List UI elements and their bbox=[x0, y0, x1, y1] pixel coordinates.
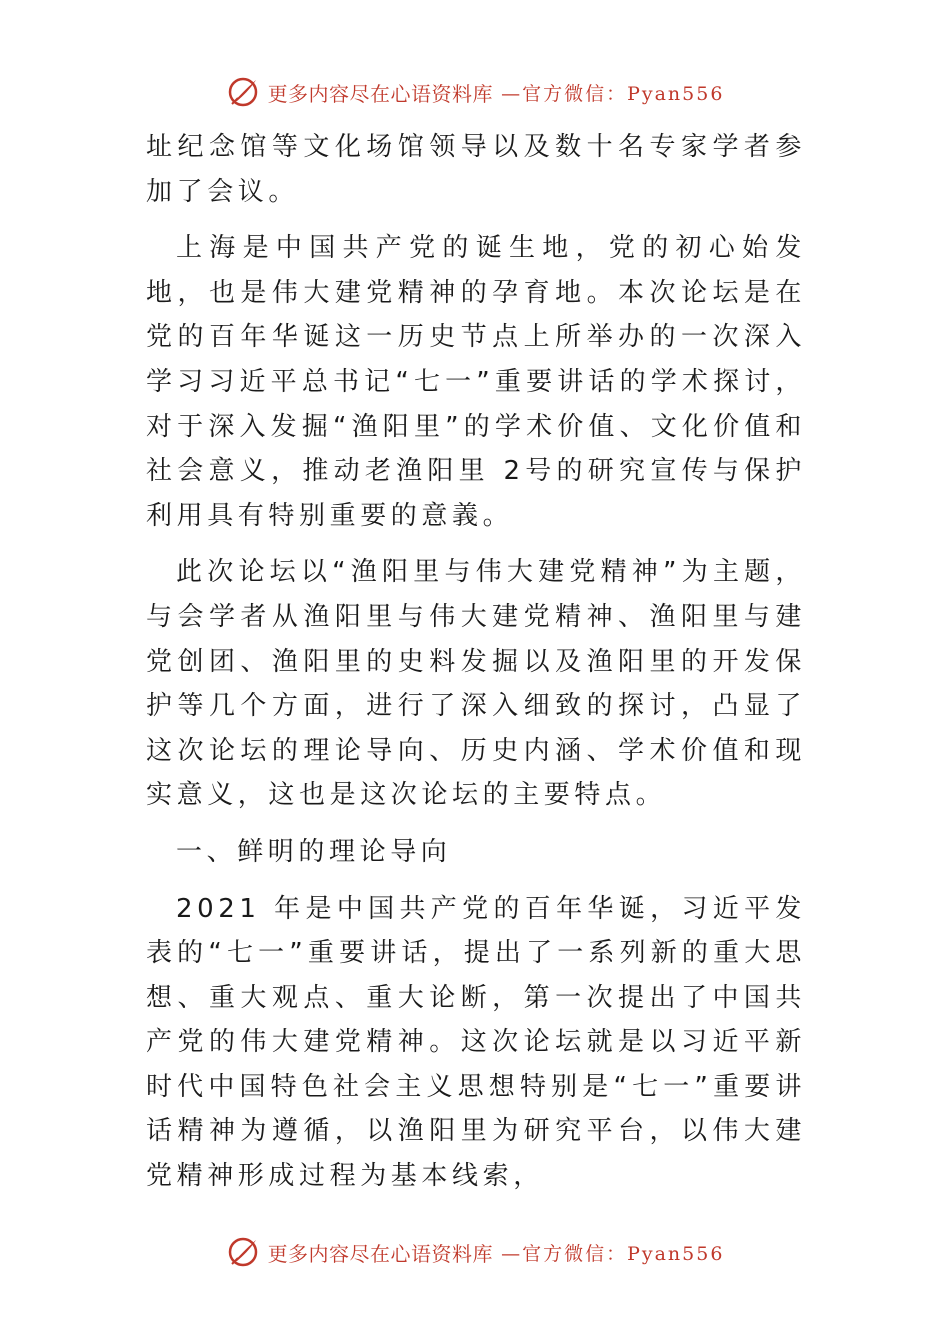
footer-brand-text: 更多内容尽在心语资料库 bbox=[267, 1241, 494, 1266]
header-contact-text: —官方微信：Pyan556 bbox=[501, 82, 725, 105]
footer-contact-text: —官方微信：Pyan556 bbox=[501, 1242, 725, 1265]
paragraph-forum-theme: 此次论坛以“渔阳里与伟大建党精神”为主题，与会学者从渔阳里与伟大建党精神、渔阳里与建党创团、渔阳里的史料发掘以及渔阳里的开发保护等几个方面，进行了深入细致的探讨，凸显了这次论坛的理论导向、历史内涵、学术价值和现实意义，这也是这次论坛的主要特点。 bbox=[146, 557, 806, 811]
header-brand-text: 更多内容尽在心语资料库 bbox=[267, 81, 494, 106]
quill-logo-icon bbox=[226, 75, 260, 109]
header-banner bbox=[0, 72, 950, 112]
paragraph-continued: 址纪念馆等文化场馆领导以及数十名专家学者参加了会议。 bbox=[146, 132, 806, 207]
quill-logo-icon bbox=[226, 1235, 260, 1269]
paragraph-shanghai: 上海是中国共产党的诞生地，党的初心始发地，也是伟大建党精神的孕育地。本次论坛是在党的百年华诞这一历史节点上所举办的一次深入学习习近平总书记“七一”重要讲话的学术探讨，对于深入发掘“渔阳里”的学术价值、文化价值和社会意义，推动老渔阳里 2号的研究宣传与保护利用具有特别重要的意義。 bbox=[146, 233, 806, 531]
footer-banner bbox=[0, 1232, 950, 1272]
paragraph-2021: 2021 年是中国共产党的百年华诞，习近平发表的“七一”重要讲话，提出了一系列新的重大思想、重大观点、重大论断，第一次提出了中国共产党的伟大建党精神。这次论坛就是以习近平新时代中国特色社会主义思想特别是“七一”重要讲话精神为遵循，以渔阳里为研究平台，以伟大建党精神形成过程为基本线索， bbox=[146, 893, 806, 1192]
document-body bbox=[146, 125, 806, 1211]
section-heading-theory: 一、鲜明的理论导向 bbox=[176, 836, 452, 867]
